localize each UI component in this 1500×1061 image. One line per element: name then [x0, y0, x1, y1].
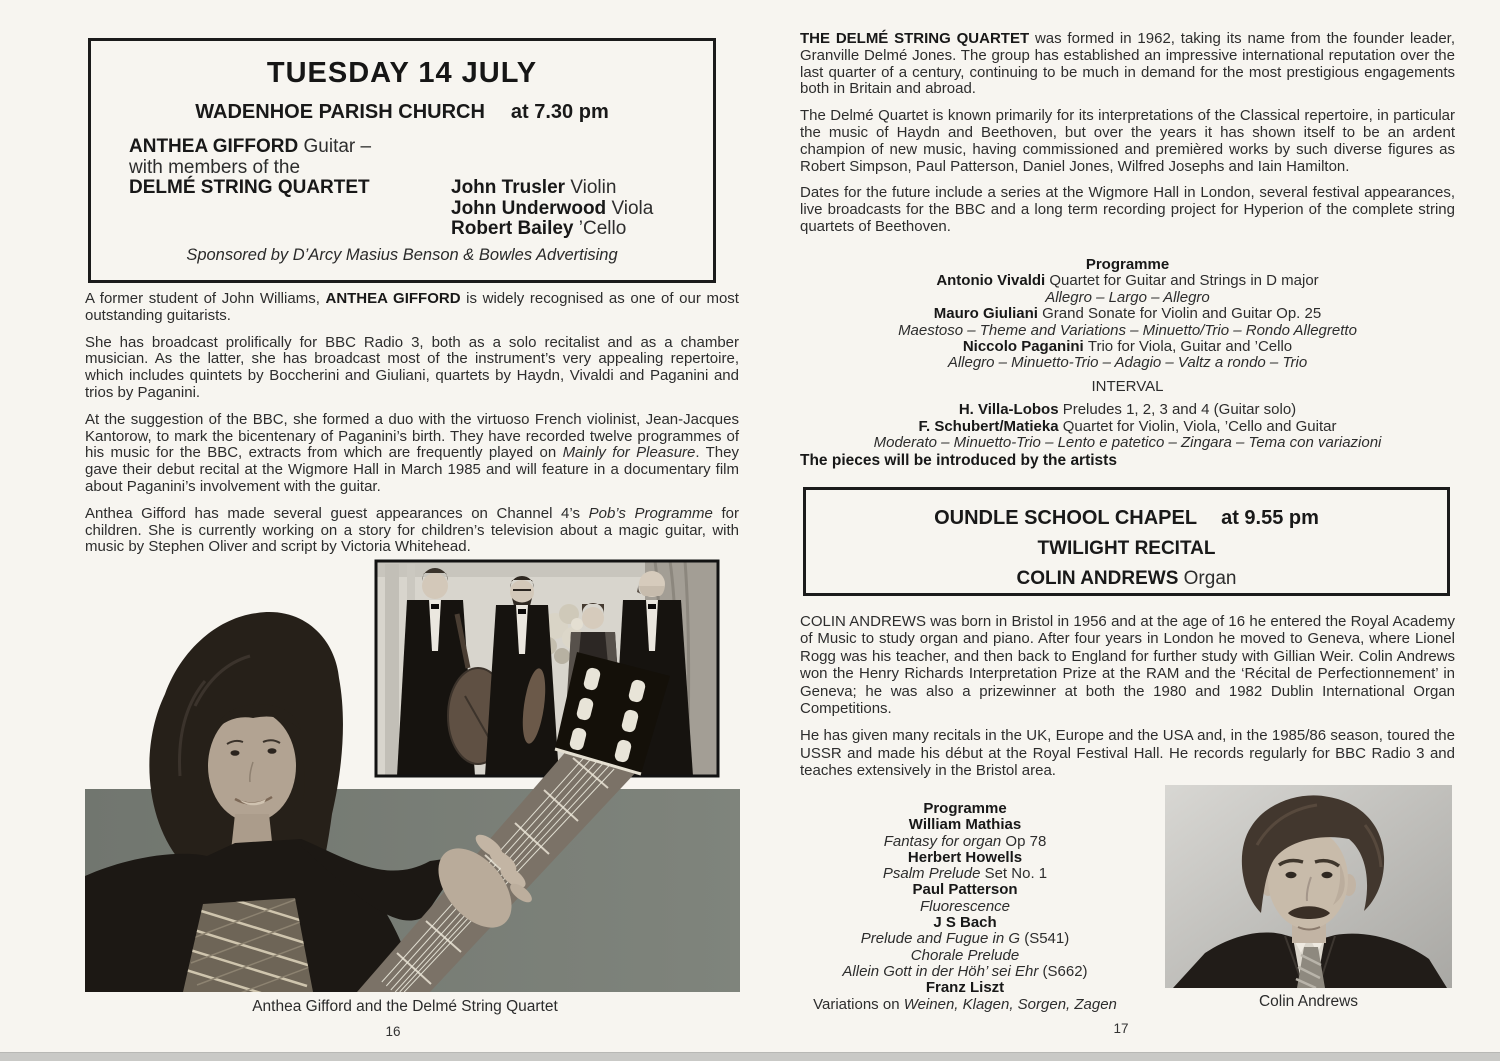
recital-artist: COLIN ANDREWS	[1016, 568, 1179, 589]
paragraph: He has given many recitals in the UK, Europe and the USA and, in the 1985/86 season, toured the USSR and made his début at the Royal Festival Hall. He records regularly for BBC Radio 3 and teaches extensively in the Bristol area.	[800, 727, 1455, 780]
performer-row	[451, 219, 653, 240]
text-segment: Preludes 1, 2, 3 and 4 (Guitar solo)	[1062, 401, 1297, 419]
colin-andrews-photo	[1165, 785, 1452, 988]
artist-line	[129, 137, 713, 158]
text-segment: J S Bach	[933, 914, 997, 932]
programme-line	[800, 866, 1130, 882]
text-segment: Allein Gott in der Höh’ sei Ehr	[842, 962, 1039, 980]
text-segment: Pob’s Programme	[588, 504, 713, 522]
programme-line	[800, 355, 1455, 371]
paragraph: COLIN ANDREWS was born in Bristol in 1956 and at the age of 16 he entered the Royal Academy of Music to study organ and piano. After four years in London he moved to Geneva, where Lionel Rogg was his teacher, and then back to England for further study with Gillian Weir. Colin Andrews won the Henry Richards Interpretation Prize at the RAM and the ‘Récital de Perfectionnement’ in Geneva; he was also a prizewinner at both the 1980 and 1982 Dublin International Organ Competitions.	[800, 613, 1455, 718]
performer-name: John Underwood	[451, 197, 607, 219]
artist-role: Guitar –	[303, 136, 372, 157]
programme-line	[800, 964, 1130, 980]
photo-caption-left: Anthea Gifford and the Delmé String Quartet	[252, 998, 558, 1015]
page-number-right: 17	[1113, 1021, 1129, 1036]
text-segment: Allegro – Largo – Allegro	[1045, 288, 1210, 306]
programme-line	[800, 273, 1455, 289]
scan-edge-strip	[0, 1052, 1500, 1061]
text-segment: Fluorescence	[919, 897, 1011, 915]
wadenhoe-programme	[800, 257, 1455, 451]
performer-name: John Trusler	[451, 177, 566, 198]
concert-date-title: TUESDAY 14 JULY	[266, 57, 538, 89]
chapel-venue: OUNDLE SCHOOL CHAPEL	[934, 507, 1198, 529]
text-segment: Anthea Gifford has made several guest appearances on Channel 4’s	[85, 504, 589, 522]
chapel-venue-line	[806, 507, 1447, 530]
performer-instrument: Violin	[570, 177, 617, 198]
performer-name: Robert Bailey	[451, 218, 574, 239]
performer-instrument: ’Cello	[578, 218, 627, 239]
artists-block	[129, 136, 713, 239]
paragraph	[800, 108, 1455, 175]
text-segment: The Delmé Quartet is known primarily for its interpretations of the Classical repertoire, in particular the music of Haydn and Beethoven, but over the years it has shown itself to be an ardent champion of new music, having commissioned and premièred works by such diverse figures as Robert Simpson, Paul Patterson, Daniel Jones, Wilfred Josephs and Iain Hamilton.	[800, 107, 1455, 175]
paragraph	[85, 335, 739, 402]
chapel-time: at 9.55 pm	[1221, 507, 1319, 529]
text-segment: Mainly for Pleasure	[562, 444, 696, 462]
programme-line	[800, 899, 1130, 915]
text-segment: ANTHEA GIFFORD	[325, 290, 461, 307]
text-segment: THE DELMÉ STRING QUARTET	[800, 30, 1030, 47]
text-segment: Op 78	[1001, 832, 1047, 850]
text-segment: Chorale Prelude	[910, 946, 1020, 964]
text-segment: Programme	[923, 800, 1007, 817]
colin-andrews-biography	[800, 613, 1455, 790]
paragraph	[85, 506, 739, 556]
text-segment: is widely recognised as one of our most outstanding guitarists.	[85, 290, 739, 324]
text-segment: (S662)	[1038, 962, 1088, 980]
with-line: with members of the	[129, 156, 301, 178]
paragraph	[85, 412, 739, 496]
text-segment: Fantasy for organ	[883, 832, 1002, 850]
text-segment: Quartet for Guitar and Strings in D major	[1049, 272, 1319, 290]
anthea-gifford-and-quartet-photo	[85, 556, 740, 992]
programme-line	[800, 850, 1130, 866]
text-segment: Variations on	[813, 995, 904, 1013]
text-segment: Quartet for Violin, Viola, ’Cello and Guitar	[1062, 417, 1337, 435]
text-segment: was formed in 1962, taking its name from the founder leader, Granville Delmé Jones. The group has established an impressive international reputation over the last quarter of a century, continuing to be much in demand for the most prestigious engagements both in Britain and abroad.	[800, 30, 1455, 98]
programme-heading	[800, 801, 1130, 817]
ensemble-name: DELMÉ STRING QUARTET	[129, 177, 370, 198]
text-segment: H. Villa-Lobos	[958, 401, 1063, 419]
text-segment: A former student of John Williams,	[85, 290, 326, 307]
text-segment: Paul Patterson	[912, 881, 1018, 899]
programme-line	[800, 834, 1130, 850]
programme-line	[800, 339, 1455, 355]
text-segment: Franz Liszt	[925, 979, 1005, 997]
text-segment: Niccolo Paganini	[962, 338, 1088, 356]
text-segment: Weinen, Klagen, Sorgen, Zagen	[903, 995, 1117, 1013]
programme-line	[800, 419, 1455, 435]
page-number-left: 16	[385, 1024, 401, 1039]
text-segment: Maestoso – Theme and Variations – Minuetto/Trio – Rondo Allegretto	[898, 321, 1357, 339]
interval-line	[800, 379, 1455, 395]
text-segment: . They gave their debut recital at the Wigmore Hall in March 1985 and will feature in a documentary film about Paganini’s involvement with the guitar.	[85, 444, 739, 495]
artist-name: ANTHEA GIFFORD	[129, 136, 299, 157]
text-segment: Moderato – Minuetto-Trio – Lento e patetico – Zingara – Tema con variazioni	[873, 434, 1382, 452]
text-segment: She has broadcast prolifically for BBC Radio 3, both as a solo recitalist and as a chamber musician. As the latter, she has broadcast most of the instrument’s very appealing repertoire, which includes quintets by Boccherini and Giuliani, quartets by Haydn, Vivaldi and Paganini and trios by Paganini.	[85, 333, 739, 401]
programme-line	[800, 402, 1455, 418]
programme-line	[800, 290, 1455, 306]
programme-line	[800, 915, 1130, 931]
venue-name: WADENHOE PARISH CHURCH	[195, 101, 485, 123]
artist-biography	[85, 291, 739, 566]
programme-line	[800, 980, 1130, 996]
twilight-recital-box	[803, 487, 1450, 596]
programme-line	[800, 323, 1455, 339]
programme-line	[800, 306, 1455, 322]
programme-heading	[800, 257, 1455, 273]
twilight-programme	[800, 801, 1130, 1013]
programme-line	[800, 882, 1130, 898]
text-segment: At the suggestion of the BBC, she formed a duo with the virtuoso French violinist, Jean-Jacques Kantorow, to mark the bicentenary of Paganini’s birth. They have recorded twelve programmes of his music for the BBC, extracts from which are frequently played on	[85, 410, 739, 462]
text-segment: Grand Sonate for Violin and Guitar Op. 25	[1042, 305, 1322, 323]
text-segment: Mauro Giuliani	[933, 305, 1043, 323]
text-segment: William Mathias	[908, 816, 1022, 834]
text-segment: F. Schubert/Matieka	[918, 417, 1063, 435]
text-segment: Allegro – Minuetto-Trio – Adagio – Valtz a rondo – Trio	[947, 354, 1308, 372]
venue-time: at 7.30 pm	[510, 101, 609, 123]
text-segment: Trio for Viola, Guitar and ’Cello	[1087, 338, 1293, 356]
recital-artist-line	[806, 568, 1447, 590]
text-segment: Set No. 1	[980, 865, 1048, 883]
programme-line	[800, 997, 1130, 1013]
text-segment: for children. She is currently working on a story for children’s television about a magic guitar, with music by Stephen Oliver and script by Victoria Whitehead.	[85, 504, 739, 556]
text-segment: Dates for the future include a series at the Wigmore Hall in London, several festival appearances, live broadcasts for the BBC and a long term recording project for Hyperion of the complete string quartets of Beethoven.	[800, 184, 1455, 235]
programme-line	[800, 948, 1130, 964]
concert-header-box	[88, 38, 716, 283]
text-segment: Herbert Howells	[907, 848, 1023, 866]
photo-caption-right: Colin Andrews	[1258, 993, 1359, 1010]
performers-list	[451, 178, 653, 240]
recital-subtitle: TWILIGHT RECITAL	[1037, 538, 1216, 559]
paragraph	[800, 185, 1455, 235]
sponsor-line: Sponsored by D’Arcy Masius Benson & Bowles Advertising	[186, 246, 618, 264]
programme-line	[800, 435, 1455, 451]
text-segment: Psalm Prelude	[882, 865, 981, 883]
text-segment: Prelude and Fugue in G	[860, 930, 1021, 948]
quartet-biography	[800, 31, 1455, 246]
text-segment: Antonio Vivaldi	[936, 272, 1050, 290]
venue-line	[91, 101, 713, 124]
paragraph	[800, 31, 1455, 98]
artists-introduction-note: The pieces will be introduced by the artists	[800, 452, 1117, 469]
performer-row	[451, 199, 653, 220]
performer-instrument: Viola	[611, 197, 654, 219]
recital-instrument: Organ	[1183, 568, 1237, 589]
text-segment: Programme	[1085, 256, 1170, 273]
text-segment: (S541)	[1020, 930, 1070, 948]
text-segment: INTERVAL	[1091, 377, 1164, 395]
programme-line	[800, 931, 1130, 947]
performer-row	[451, 178, 653, 199]
programme-line	[800, 817, 1130, 833]
paragraph	[85, 291, 739, 325]
